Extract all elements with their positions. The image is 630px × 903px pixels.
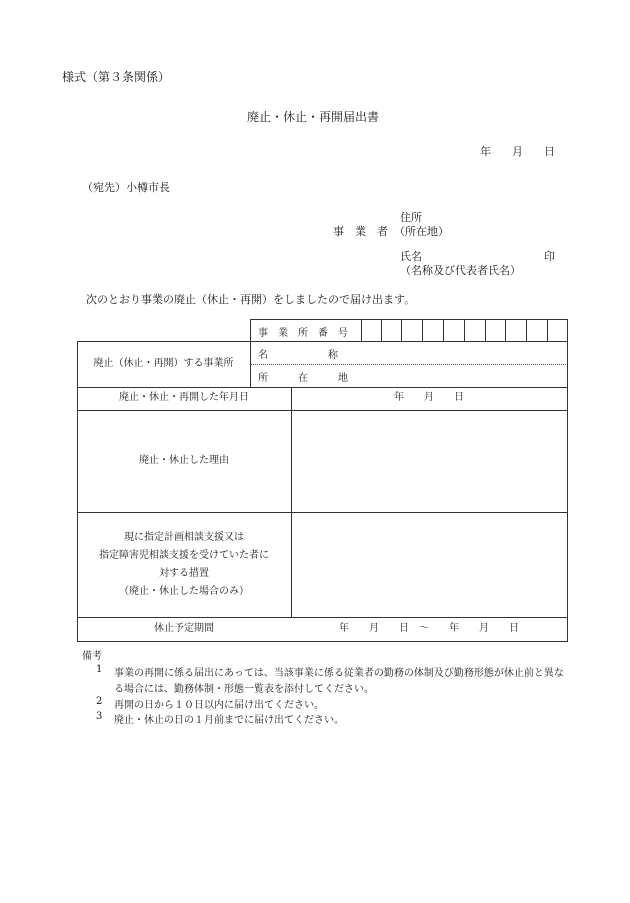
measures-line-3: 対する措置 [159,568,209,579]
name-sub: （名称及び代表者氏名） [400,264,521,277]
note-text: 廃止・休止の日の１月前までに届け出てください。 [114,715,344,726]
measures-input[interactable] [291,514,567,615]
intro-text: 次のとおり事業の廃止（休止・再開）をしましたので届け出ます。 [86,293,416,306]
measures-line-4: （廃止・休止した場合のみ） [119,586,249,597]
reason-input[interactable] [291,412,567,510]
addressee: （宛先）小樽市長 [82,181,170,194]
measures-label [77,529,291,601]
date-row-value: 年 月 日 [394,392,464,403]
office-name-label: 名 称 [258,350,338,361]
name-label: 氏名 [400,250,422,263]
note-text: 事業の再開に係る届出にあっては、当該事業に係る従業者の勤務の体制及び勤務形態が休止前と異な [114,668,564,679]
date-month: 月 [512,145,523,158]
office-location-label: 所 在 地 [258,373,348,384]
measures-line-1: 現に指定計画相談支援又は [124,532,244,543]
office-number-label: 事 業 所 番 号 [258,328,348,339]
note-text: 再開の日から１０日以内に届け出てください。 [114,700,324,711]
note-number: 1 [96,664,103,675]
measures-line-2: 指定障害児相談支援を受けていた者に [99,550,269,561]
address-sub: （所在地） [394,225,449,238]
note-text: る場合には、勤務体制・形態一覧表を添付してください。 [114,684,374,695]
address-label: 住所 [400,211,422,224]
note-number: 3 [96,711,103,722]
date-year: 年 [480,145,491,158]
note-number: 2 [96,696,103,707]
office-label: 廃止（休止・再開）する事業所 [93,358,234,369]
form-label: 様式（第３条関係） [62,70,171,84]
period-value: 年 月 日 ～ 年 月 日 [339,623,519,634]
period-label: 休止予定期間 [154,623,214,634]
seal-mark: 印 [544,250,555,263]
reason-label: 廃止・休止した理由 [139,455,229,466]
date-row-label: 廃止・休止・再開した年月日 [119,392,249,403]
notes-heading: 備考 [82,651,102,662]
page-title: 廃止・休止・再開届出書 [247,110,380,124]
date-day: 日 [544,145,555,158]
operator-label: 事 業 者 [333,225,388,238]
